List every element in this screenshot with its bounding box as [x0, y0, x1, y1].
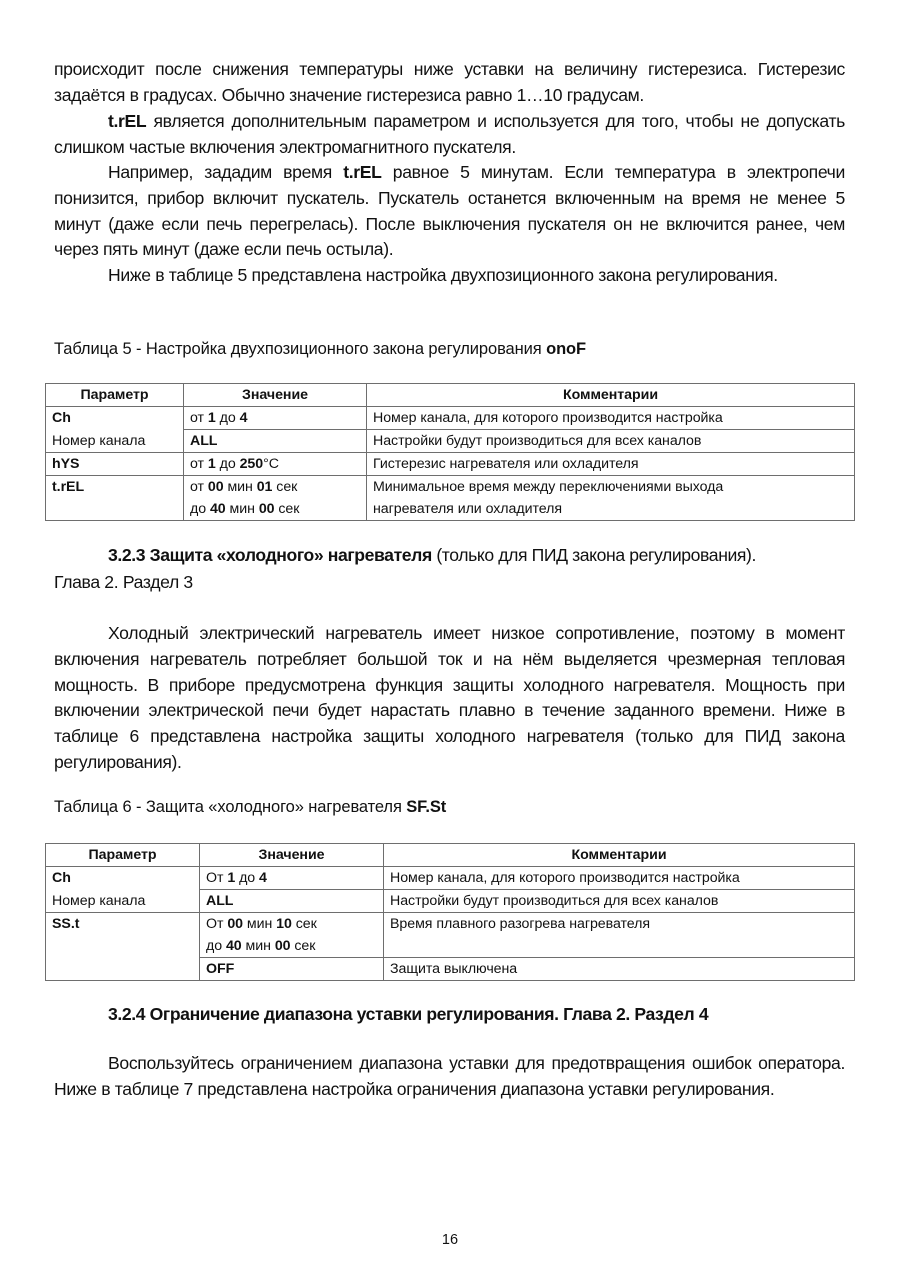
table5-caption-code: onoF: [546, 340, 587, 358]
table6-caption-code: SF.St: [406, 798, 447, 816]
table5-header-param: Параметр: [46, 384, 184, 407]
value-fragment: от: [190, 479, 208, 495]
value-fragment: до: [206, 938, 226, 954]
value-fragment: 10: [276, 916, 292, 932]
intro-paragraph-4-text: Ниже в таблице 5 представлена настройка двухпозиционного закона регулирования.: [108, 265, 778, 285]
intro-paragraph-3: [54, 160, 845, 263]
table5-caption-text: Таблица 5 - Настройка двухпозиционного закона регулирования: [54, 340, 547, 358]
table6-param-sst: SS.t: [46, 913, 200, 981]
table5-value: [184, 453, 367, 476]
table5-comment-line: Минимальное время между переключениями выхода: [373, 479, 724, 495]
table6-value-line: [206, 935, 377, 957]
value-fragment: 250: [239, 456, 264, 472]
value-fragment: мин: [225, 501, 259, 517]
table6-header-value: Значение: [200, 844, 384, 867]
table5-value: [184, 430, 367, 453]
section-324-title: 3.2.4 Ограничение диапазона уставки регулирования. Глава 2. Раздел 4: [108, 1004, 709, 1024]
table6-header-comment: Комментарии: [384, 844, 855, 867]
table6-value: [200, 913, 384, 958]
value-fragment: сек: [272, 479, 298, 495]
value-fragment: сек: [291, 916, 317, 932]
table5-value-line: [190, 476, 360, 498]
table6-value: [200, 867, 384, 890]
table6-value-line: [206, 913, 377, 935]
table6-value: [200, 958, 384, 981]
page-number: 16: [441, 1232, 459, 1248]
value-fragment: От: [206, 916, 228, 932]
table5-param-hys: hYS: [46, 453, 184, 476]
value-fragment: до: [215, 456, 240, 472]
value-fragment: от: [190, 410, 208, 426]
intro-paragraph-2: [54, 109, 845, 161]
table5-value: [184, 407, 367, 430]
table5-param-trel: t.rEL: [46, 476, 184, 521]
value-fragment: от: [190, 456, 208, 472]
value-fragment: OFF: [206, 961, 235, 977]
table-row: [46, 867, 855, 890]
section-323-body: [54, 621, 845, 776]
table5-param-sub: Номер канала: [46, 430, 184, 453]
table5-header-comment: Комментарии: [367, 384, 855, 407]
section-323-subline-text: Глава 2. Раздел 3: [54, 572, 193, 592]
intro-paragraph-4: [54, 263, 845, 289]
value-fragment: 1: [207, 456, 216, 472]
table5-comment: Гистерезис нагревателя или охладителя: [367, 453, 855, 476]
table5: [45, 383, 855, 521]
value-fragment: 00: [258, 501, 275, 517]
value-fragment: ALL: [190, 433, 218, 449]
intro-paragraph-3-pre: Например, зададим время: [108, 162, 344, 182]
section-323-note: (только для ПИД закона регулирования).: [431, 545, 757, 565]
table-row: [46, 476, 855, 521]
value-fragment: до: [215, 410, 240, 426]
table6-param-sub: Номер канала: [46, 890, 200, 913]
table5-comment-line: нагревателя или охладителя: [373, 501, 562, 517]
intro-paragraph-3-post: равное 5 минутам. Если температура в электропечи понизится, прибор включит пускатель. Пускатель останется включенным на время не менее 5 минут (даже если печь перегрелась). После выключения пускателя он не включится ранее, чем через пять минут (даже если печь остыла).: [54, 162, 845, 260]
value-fragment: сек: [274, 501, 300, 517]
value-fragment: до: [235, 870, 260, 886]
table-row: [46, 913, 855, 958]
table-row: [46, 890, 855, 913]
intro-paragraph-1-text: происходит после снижения температуры ниже уставки на величину гистерезиса. Гистерезис задаётся в градусах. Обычно значение гистерезиса равно 1…10 градусам.: [54, 59, 845, 105]
value-fragment: 1: [227, 870, 236, 886]
table6-header-row: [46, 844, 855, 867]
value-fragment: ALL: [206, 893, 234, 909]
table6-comment: Защита выключена: [384, 958, 855, 981]
table5-header-row: [46, 384, 855, 407]
table6-comment: Время плавного разогрева нагревателя: [384, 913, 855, 958]
table6: [45, 843, 855, 981]
table5-value: [184, 476, 367, 521]
value-fragment: 4: [239, 410, 248, 426]
table6-caption-text: Таблица 6 - Защита «холодного» нагревателя: [54, 798, 407, 816]
value-fragment: От: [206, 870, 228, 886]
value-fragment: 4: [259, 870, 267, 886]
table5-comment: [367, 476, 855, 521]
table6-param-ch: Ch: [46, 867, 200, 890]
param-name-trel: t.rEL: [108, 111, 147, 131]
section-323-body-text: Холодный электрический нагреватель имеет низкое сопротивление, поэтому в момент включения нагреватель потребляет большой ток и на нём выделяется чрезмерная тепловая мощность. В приборе предусмотрена функция защиты холодного нагревателя. Мощность при включении электрической печи будет нарастать плавно в течение заданного времени. Ниже в таблице 6 представлена настройка защиты холодного нагревателя (только для ПИД закона регулирования).: [54, 623, 845, 772]
value-fragment: мин: [243, 916, 277, 932]
intro-paragraph-2-text: является дополнительным параметром и используется для того, чтобы не допускать слишком частые включения электромагнитного пускателя.: [54, 111, 845, 157]
section-323-subline: [54, 570, 845, 596]
table-row: [46, 430, 855, 453]
table5-comment: Настройки будут производиться для всех каналов: [367, 430, 855, 453]
section-324-body-text: Воспользуйтесь ограничением диапазона уставки для предотвращения ошибок оператора. Ниже в таблице 7 представлена настройка ограничения диапазона уставки регулирования.: [54, 1053, 845, 1099]
table6-value: [200, 890, 384, 913]
section-324-heading: [108, 1004, 708, 1025]
table6-comment: Настройки будут производиться для всех каналов: [384, 890, 855, 913]
value-fragment: 40: [209, 501, 226, 517]
table6-caption: [54, 798, 446, 817]
table6-comment: Номер канала, для которого производится настройка: [384, 867, 855, 890]
value-fragment: до: [190, 501, 210, 517]
value-fragment: 00: [207, 479, 224, 495]
value-fragment: сек: [290, 938, 316, 954]
table5-header-value: Значение: [184, 384, 367, 407]
table5-caption: [54, 340, 586, 359]
section-323-title: 3.2.3 Защита «холодного» нагревателя: [108, 545, 432, 565]
value-fragment: 40: [225, 938, 242, 954]
value-fragment: мин: [241, 938, 275, 954]
value-fragment: 00: [274, 938, 291, 954]
table5-value-line: [190, 498, 360, 520]
table6-header-param: Параметр: [46, 844, 200, 867]
param-name-trel: t.rEL: [343, 162, 382, 182]
table5-comment: Номер канала, для которого производится настройка: [367, 407, 855, 430]
value-fragment: 01: [256, 479, 273, 495]
section-323-heading: [108, 545, 756, 566]
value-fragment: 00: [227, 916, 244, 932]
table-row: [46, 407, 855, 430]
intro-paragraph-1: [54, 57, 845, 109]
value-fragment: 1: [207, 410, 216, 426]
section-324-body: [54, 1051, 845, 1103]
table-row: [46, 453, 855, 476]
value-fragment: мин: [223, 479, 257, 495]
value-fragment: °C: [263, 456, 279, 472]
table5-param-ch: Ch: [46, 407, 184, 430]
